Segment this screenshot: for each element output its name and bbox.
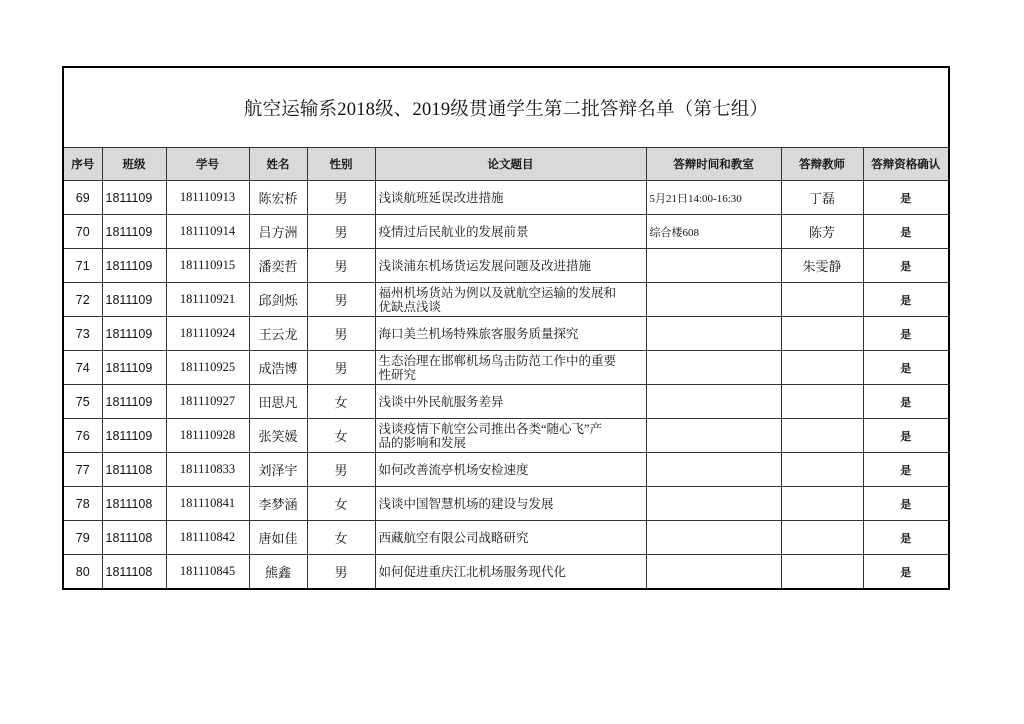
cell-eligibility: 是 bbox=[863, 419, 949, 453]
header-name: 姓名 bbox=[249, 148, 307, 181]
cell-time-room bbox=[646, 283, 781, 317]
cell-class: 1811108 bbox=[102, 521, 166, 555]
thesis-title-line: 浅谈航班延误改进措施 bbox=[378, 190, 504, 205]
cell-seq: 72 bbox=[63, 283, 102, 317]
cell-teacher: 朱雯静 bbox=[781, 249, 863, 283]
cell-gender: 男 bbox=[307, 283, 375, 317]
cell-name: 田思凡 bbox=[249, 385, 307, 419]
table-row bbox=[63, 215, 949, 249]
header-row bbox=[63, 148, 949, 181]
cell-eligibility: 是 bbox=[863, 521, 949, 555]
table-row bbox=[63, 385, 949, 419]
cell-gender: 女 bbox=[307, 419, 375, 453]
cell-thesis-title bbox=[375, 487, 646, 521]
header-gender: 性别 bbox=[307, 148, 375, 181]
table-row bbox=[63, 487, 949, 521]
cell-name: 熊鑫 bbox=[249, 555, 307, 590]
cell-teacher bbox=[781, 351, 863, 385]
cell-teacher bbox=[781, 487, 863, 521]
cell-seq: 76 bbox=[63, 419, 102, 453]
cell-student-id: 181110845 bbox=[166, 555, 249, 590]
cell-time-room bbox=[646, 317, 781, 351]
cell-name: 唐如佳 bbox=[249, 521, 307, 555]
cell-name: 陈宏桥 bbox=[249, 181, 307, 215]
cell-time-room bbox=[646, 487, 781, 521]
cell-time-room: 综合楼608 bbox=[646, 215, 781, 249]
cell-time-room bbox=[646, 521, 781, 555]
cell-student-id: 181110927 bbox=[166, 385, 249, 419]
cell-teacher bbox=[781, 385, 863, 419]
thesis-title-line: 疫情过后民航业的发展前景 bbox=[378, 224, 529, 239]
cell-class: 1811109 bbox=[102, 317, 166, 351]
cell-seq: 80 bbox=[63, 555, 102, 590]
cell-eligibility: 是 bbox=[863, 555, 949, 590]
cell-seq: 77 bbox=[63, 453, 102, 487]
cell-gender: 男 bbox=[307, 317, 375, 351]
header-teacher: 答辩教师 bbox=[781, 148, 863, 181]
thesis-title-line: 浅谈中外民航服务差异 bbox=[378, 394, 504, 409]
cell-eligibility: 是 bbox=[863, 283, 949, 317]
cell-teacher bbox=[781, 419, 863, 453]
cell-student-id: 181110841 bbox=[166, 487, 249, 521]
thesis-title-line: 海口美兰机场特殊旅客服务质量探究 bbox=[378, 326, 579, 341]
cell-thesis-title bbox=[375, 351, 646, 385]
thesis-title-line: 优缺点浅谈 bbox=[378, 299, 442, 314]
cell-thesis-title bbox=[375, 419, 646, 453]
thesis-title-line: 性研究 bbox=[378, 367, 417, 382]
header-thesis-title: 论文题目 bbox=[375, 148, 646, 181]
table-body bbox=[63, 181, 949, 590]
table-row bbox=[63, 555, 949, 590]
cell-student-id: 181110915 bbox=[166, 249, 249, 283]
cell-teacher bbox=[781, 317, 863, 351]
cell-student-id: 181110928 bbox=[166, 419, 249, 453]
table-row bbox=[63, 283, 949, 317]
thesis-title-line: 如何促进重庆江北机场服务现代化 bbox=[378, 564, 567, 579]
cell-teacher bbox=[781, 521, 863, 555]
cell-eligibility: 是 bbox=[863, 487, 949, 521]
header-time-room: 答辩时间和教室 bbox=[646, 148, 781, 181]
cell-seq: 71 bbox=[63, 249, 102, 283]
cell-time-room bbox=[646, 249, 781, 283]
table-row bbox=[63, 317, 949, 351]
cell-name: 成浩博 bbox=[249, 351, 307, 385]
table-row bbox=[63, 521, 949, 555]
cell-thesis-title bbox=[375, 215, 646, 249]
thesis-title-line: 浅谈疫情下航空公司推出各类“随心飞”产 bbox=[378, 421, 603, 436]
cell-seq: 78 bbox=[63, 487, 102, 521]
cell-thesis-title bbox=[375, 521, 646, 555]
cell-name: 刘泽宇 bbox=[249, 453, 307, 487]
cell-name: 张笑媛 bbox=[249, 419, 307, 453]
cell-time-room bbox=[646, 419, 781, 453]
cell-thesis-title bbox=[375, 317, 646, 351]
cell-student-id: 181110842 bbox=[166, 521, 249, 555]
cell-class: 1811108 bbox=[102, 555, 166, 590]
cell-thesis-title bbox=[375, 555, 646, 590]
cell-thesis-title bbox=[375, 249, 646, 283]
thesis-title-line: 浅谈浦东机场货运发展问题及改进措施 bbox=[378, 258, 592, 273]
cell-class: 1811109 bbox=[102, 249, 166, 283]
cell-student-id: 181110925 bbox=[166, 351, 249, 385]
cell-thesis-title bbox=[375, 453, 646, 487]
cell-eligibility: 是 bbox=[863, 453, 949, 487]
thesis-title-line: 如何改善流亭机场安检速度 bbox=[378, 462, 529, 477]
thesis-title-line: 浅谈中国智慧机场的建设与发展 bbox=[378, 496, 554, 511]
cell-gender: 男 bbox=[307, 181, 375, 215]
cell-seq: 79 bbox=[63, 521, 102, 555]
cell-gender: 男 bbox=[307, 351, 375, 385]
table-row bbox=[63, 453, 949, 487]
cell-time-room: 5月21日14:00-16:30 bbox=[646, 181, 781, 215]
table-row bbox=[63, 419, 949, 453]
cell-eligibility: 是 bbox=[863, 351, 949, 385]
header-student-id: 学号 bbox=[166, 148, 249, 181]
header-seq: 序号 bbox=[63, 148, 102, 181]
cell-teacher: 丁磊 bbox=[781, 181, 863, 215]
cell-class: 1811109 bbox=[102, 181, 166, 215]
table-row bbox=[63, 351, 949, 385]
cell-gender: 女 bbox=[307, 385, 375, 419]
cell-student-id: 181110913 bbox=[166, 181, 249, 215]
cell-gender: 男 bbox=[307, 249, 375, 283]
cell-student-id: 181110914 bbox=[166, 215, 249, 249]
cell-gender: 女 bbox=[307, 487, 375, 521]
cell-class: 1811109 bbox=[102, 283, 166, 317]
cell-seq: 69 bbox=[63, 181, 102, 215]
title-row bbox=[63, 67, 949, 148]
cell-time-room bbox=[646, 351, 781, 385]
cell-class: 1811109 bbox=[102, 215, 166, 249]
cell-class: 1811109 bbox=[102, 351, 166, 385]
header-class: 班级 bbox=[102, 148, 166, 181]
cell-time-room bbox=[646, 453, 781, 487]
cell-class: 1811109 bbox=[102, 419, 166, 453]
cell-class: 1811108 bbox=[102, 453, 166, 487]
thesis-title-line: 西藏航空有限公司战略研究 bbox=[378, 530, 529, 545]
cell-seq: 75 bbox=[63, 385, 102, 419]
cell-eligibility: 是 bbox=[863, 317, 949, 351]
cell-thesis-title bbox=[375, 181, 646, 215]
cell-name: 潘奕哲 bbox=[249, 249, 307, 283]
cell-class: 1811109 bbox=[102, 385, 166, 419]
thesis-title-line: 生态治理在邯郸机场鸟击防范工作中的重要 bbox=[378, 353, 617, 368]
thesis-title-line: 福州机场货站为例以及就航空运输的发展和 bbox=[378, 285, 617, 300]
table-row bbox=[63, 249, 949, 283]
cell-gender: 男 bbox=[307, 555, 375, 590]
cell-thesis-title bbox=[375, 385, 646, 419]
cell-name: 王云龙 bbox=[249, 317, 307, 351]
cell-eligibility: 是 bbox=[863, 181, 949, 215]
header-eligibility: 答辩资格确认 bbox=[863, 148, 949, 181]
cell-name: 吕方洲 bbox=[249, 215, 307, 249]
cell-name: 李梦涵 bbox=[249, 487, 307, 521]
cell-eligibility: 是 bbox=[863, 249, 949, 283]
cell-gender: 女 bbox=[307, 521, 375, 555]
cell-time-room bbox=[646, 385, 781, 419]
cell-thesis-title bbox=[375, 283, 646, 317]
cell-name: 邱剑烁 bbox=[249, 283, 307, 317]
defense-schedule-table bbox=[62, 66, 950, 590]
cell-gender: 男 bbox=[307, 215, 375, 249]
cell-student-id: 181110833 bbox=[166, 453, 249, 487]
thesis-title-line: 品的影响和发展 bbox=[378, 435, 467, 450]
cell-time-room bbox=[646, 555, 781, 590]
cell-teacher: 陈芳 bbox=[781, 215, 863, 249]
cell-class: 1811108 bbox=[102, 487, 166, 521]
cell-teacher bbox=[781, 453, 863, 487]
cell-seq: 70 bbox=[63, 215, 102, 249]
cell-seq: 73 bbox=[63, 317, 102, 351]
cell-gender: 男 bbox=[307, 453, 375, 487]
cell-student-id: 181110921 bbox=[166, 283, 249, 317]
document-title: 航空运输系2018级、2019级贯通学生第二批答辩名单（第七组） bbox=[63, 67, 949, 148]
cell-eligibility: 是 bbox=[863, 385, 949, 419]
cell-eligibility: 是 bbox=[863, 215, 949, 249]
cell-teacher bbox=[781, 283, 863, 317]
cell-seq: 74 bbox=[63, 351, 102, 385]
cell-teacher bbox=[781, 555, 863, 590]
cell-student-id: 181110924 bbox=[166, 317, 249, 351]
table-row bbox=[63, 181, 949, 215]
